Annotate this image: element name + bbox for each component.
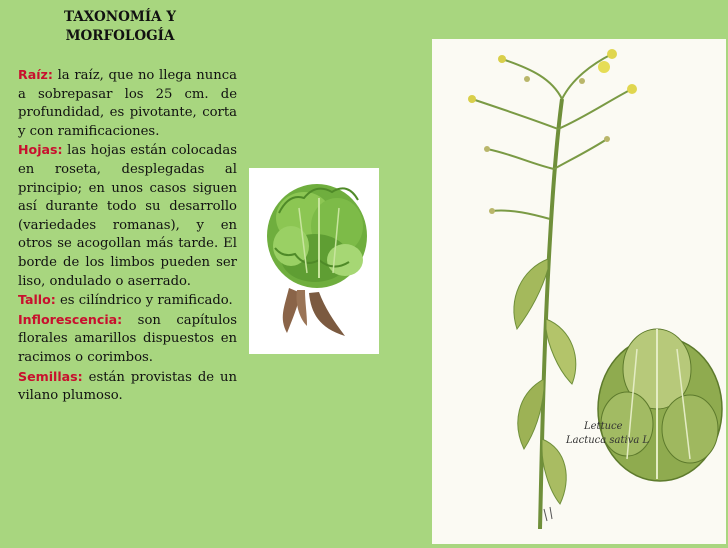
lettuce-photo [249, 168, 379, 354]
title-line-1: TAXONOMÍA Y [64, 9, 176, 25]
term-description: las hojas están colocadas en roseta, desplegadas al principio; en unos casos siguen así durante todo su desarrollo (variedades romanas), y en otros se acogollan más tarde. El borde de los limbos pueden ser liso, ondulado o aserrado. [18, 143, 237, 289]
section-semillas [18, 368, 237, 406]
title-line-2: MORFOLOGÍA [65, 28, 175, 44]
caption-common-name: Lettuce [584, 421, 623, 432]
term-label: Inflorescencia: [18, 311, 123, 327]
term-description: es cilíndrico y ramificado. [55, 293, 233, 309]
slide-title [30, 8, 210, 46]
term-description: están provistas de un vilano plumoso. [18, 369, 237, 404]
term-description: son capítulos florales amarillos dispuestos en racimos o corimbos. [18, 312, 237, 365]
lettuce-plant-drawing-icon [432, 39, 726, 544]
section-raiz [18, 66, 237, 141]
section-inflorescencia [18, 311, 237, 368]
term-label: Semillas: [18, 368, 83, 384]
description-text [18, 66, 237, 406]
section-tallo [18, 291, 237, 311]
term-description: la raíz, que no llega nunca a sobrepasar los 25 cm. de profundidad, es pivotante, corta y con ramificaciones. [18, 68, 237, 139]
term-label: Raíz: [18, 67, 53, 82]
term-label: Hojas: [18, 142, 63, 158]
section-hojas [18, 141, 237, 291]
caption-scientific-name: Lactuca sativa L [566, 435, 650, 446]
term-label: Tallo: [18, 292, 56, 308]
botanical-illustration [432, 39, 726, 544]
lettuce-photo-icon [249, 168, 379, 354]
